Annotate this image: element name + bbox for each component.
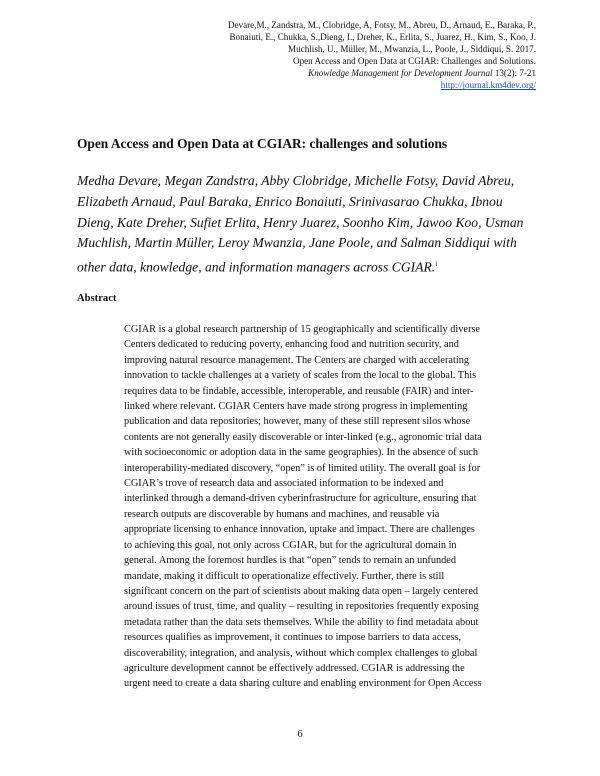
abstract-line: mandate, making it difficult to operationalize effectively. Further, there is still bbox=[124, 570, 445, 582]
abstract-line: linked where relevant. CGIAR Centers have made strong progress in implementing bbox=[124, 401, 468, 413]
abstract-line: significant concern on the part of scientists about making data open – largely centered bbox=[124, 585, 479, 597]
citation-line: Devare,M., Zandstra, M., Clobridge, A, Fotsy, M., Abreu, D., Arnaud, E., Baraka, P., bbox=[227, 20, 536, 30]
abstract-line: contents are not generally easily discoverable or inter-linked (e.g., agronomic trial data bbox=[124, 431, 482, 443]
abstract-line: around issues of trust, time, and quality – resulting in repositories frequently exposing bbox=[124, 601, 479, 613]
journal-issue: 13(2): 7-21 bbox=[492, 68, 536, 79]
author-line-last bbox=[77, 254, 537, 278]
abstract-text bbox=[124, 322, 544, 692]
journal-link[interactable]: http://journal.km4dev.org/ bbox=[440, 80, 536, 91]
abstract-line: resources qualifies as improvement, it continues to impose barriers to data access, bbox=[124, 632, 462, 644]
abstract-line: research outputs are discoverable by humans and machines, and reusable via bbox=[124, 508, 440, 520]
journal-reference bbox=[66, 67, 536, 79]
paper-title: Open Access and Open Data at CGIAR: challenges and solutions bbox=[77, 136, 448, 151]
abstract-line: appropriate licensing to enhance innovation, uptake and impact. There are challenges bbox=[124, 524, 475, 536]
abstract-line: interlinked through a demand-driven cyberinfrastructure for agriculture, ensuring that bbox=[124, 493, 477, 505]
abstract-line: general. Among the foremost hurdles is that “open” tends to remain an unfunded bbox=[124, 555, 456, 567]
author-line: Muchlish, Martin Müller, Leroy Mwanzia, Jane Poole, and Salman Siddiqui with bbox=[77, 235, 517, 251]
abstract-line: CGIAR’s trove of research data and associated information to be indexed and bbox=[124, 478, 444, 490]
abstract-line: Centers dedicated to reducing poverty, enhancing food and nutrition security, and bbox=[124, 339, 459, 351]
citation-header bbox=[66, 19, 536, 92]
abstract-line: discoverability, integration, and analysis, without which complex challenges to global bbox=[124, 647, 478, 659]
author-list bbox=[77, 171, 537, 279]
abstract-line: agriculture development cannot be effectively addressed. CGIAR is addressing the bbox=[124, 662, 465, 674]
journal-name: Knowledge Management for Development Journal bbox=[308, 68, 493, 79]
abstract-line: with socioeconomic or adoption data in the same geographies). In the absence of such bbox=[124, 447, 478, 459]
abstract-line: to achieving this goal, not only across CGIAR, but for the agricultural domain in bbox=[124, 539, 457, 551]
abstract-line: interoperability-mediated discovery, “open” is of limited utility. The overall goal is for bbox=[124, 462, 481, 474]
abstract-heading: Abstract bbox=[77, 293, 117, 304]
citation-line: Muchlish, U., Müller, M., Mwanzia, L., Poole, J., Siddiqui, S. 2017. bbox=[288, 44, 536, 55]
author-line: Medha Devare, Megan Zandstra, Abby Clobridge, Michelle Fotsy, David Abreu, bbox=[77, 173, 515, 188]
citation-line: Bonaiuti, E., Chukka, S.,Dieng, I., Dreher, K., Erlita, S., Juarez, H., Kim, S., Koo, J. bbox=[229, 32, 536, 43]
abstract-line: improving natural resource management. The Centers are charged with accelerating bbox=[124, 354, 469, 366]
abstract-line: innovation to tackle challenges at a variety of scales from the local to the global. This bbox=[124, 370, 477, 382]
abstract-line: CGIAR is a global research partnership of 15 geographically and scientifically diverse bbox=[124, 324, 480, 335]
abstract-line: publication and data repositories; however, many of these still represent silos whose bbox=[124, 416, 471, 428]
citation-line: Open Access and Open Data at CGIAR: Challenges and Solutions. bbox=[293, 56, 536, 67]
page-number: 6 bbox=[297, 729, 303, 740]
author-line: Elizabeth Arnaud, Paul Baraka, Enrico Bonaiuti, Srinivasarao Chukka, Ibnou bbox=[77, 193, 503, 209]
abstract-line: requires data to be findable, accessible, interoperable, and reusable (FAIR) and inter- bbox=[124, 385, 474, 397]
abstract-line: metadata rather than the data sets themselves. While the ability to find metadata about bbox=[124, 616, 479, 628]
author-line: Dieng, Kate Dreher, Sufiet Erlita, Henry Juarez, Soonho Kim, Jawoo Koo, Usman bbox=[77, 214, 524, 230]
abstract-line: urgent need to create a data sharing culture and enabling environment for Open Access bbox=[124, 678, 482, 690]
footnote-marker[interactable]: i bbox=[435, 260, 438, 269]
author-line: other data, knowledge, and information managers across CGIAR. bbox=[77, 259, 436, 275]
